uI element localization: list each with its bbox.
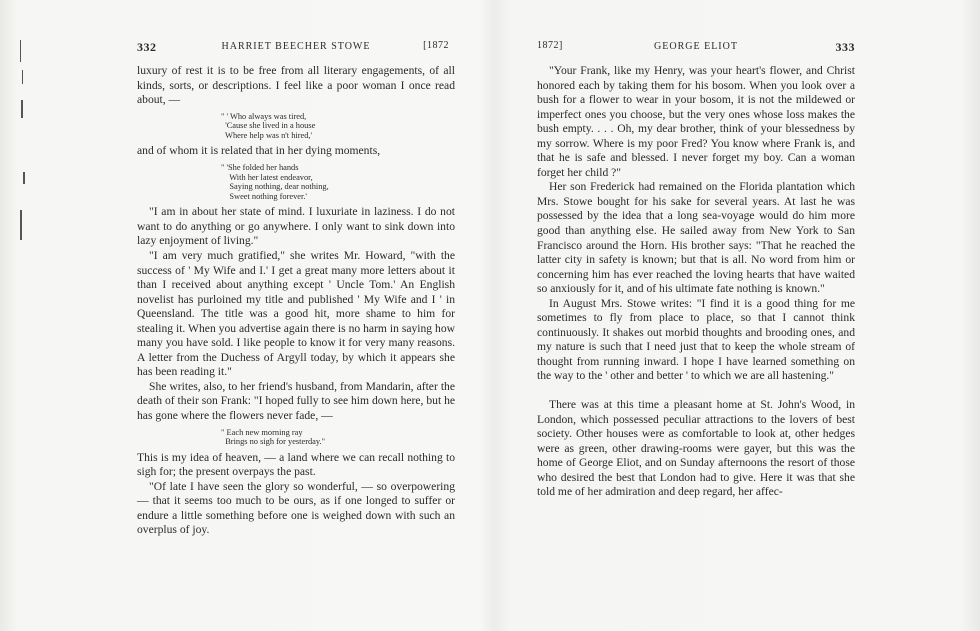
left-page <box>137 40 455 538</box>
paragraph: and of whom it is related that in her dying moments, <box>137 144 381 158</box>
right-running-title: GEORGE ELIOT <box>654 41 738 52</box>
paragraph: There was at this time a pleasant home at St. John's Wood, in London, which possessed peculiar attractions to the lovers of best society. Other houses were as comfortable to look at, other hedges were as green, other drawing-rooms were gayer, but this was the home of George Eliot, and on Sunday afternoons the resort of those who desired the best that London had to give. Here it was that she told me of her admiration and deep regard, her affec- <box>537 398 855 499</box>
paragraph: This is my idea of heaven, — a land where we can recall nothing to sigh for; the present overpays the past. <box>137 450 455 479</box>
right-page-number: 333 <box>835 40 855 54</box>
verse-quote: " Each new morning ray Brings no sigh for yesterday." <box>221 427 326 447</box>
paragraph: "I am in about her state of mind. I luxuriate in laziness. I do not want to do anything or go anywhere. I only want to sink down into lazy enjoyment of living." <box>137 205 455 248</box>
verse-quote: " 'She folded her hands With her latest endeavor, Saying nothing, dear nothing, Sweet nothing forever.' <box>221 162 329 201</box>
right-page <box>537 40 855 500</box>
verse-quote: " ' Who always was tired, 'Cause she lived in a house Where help was n't hired,' <box>221 111 316 140</box>
left-page-year: [1872 <box>423 40 449 51</box>
right-page-year: 1872] <box>537 40 563 51</box>
paragraph: In August Mrs. Stowe writes: "I find it is a good thing for me sometimes to fly from place to place, so that I cannot think continuously. It shakes out morbid thoughts and brooding ones, and my nature is such that I need just that to keep the whole stream of thought from running inward. I hope I have learned something on the way to the ' other and better ' to which we are all hastening." <box>537 296 855 383</box>
left-running-title: HARRIET BEECHER STOWE <box>221 41 371 52</box>
paragraph: She writes, also, to her friend's husband, from Mandarin, after the death of their son Frank: "I hoped fully to see him down here, but he has gone where the flowers never fade, — <box>137 379 456 422</box>
margin-marks <box>0 30 30 260</box>
paragraph: luxury of rest it is to be free from all literary engagements, of all kinds, sorts, or descriptions. I feel like a poor woman I once read about, — <box>137 64 455 107</box>
paragraph: "Of late I have seen the glory so wonderful, — so overpowering — that it seems too much to be ours, as if one longed to suffer or endure a little something before one is weighed down with such an overplus of joy. <box>137 479 455 537</box>
paragraph: "Your Frank, like my Henry, was your heart's flower, and Christ honored each by taking them for his bosom. When you look over a bush for a flower to wear in your bosom, it is not the mildewed or imperfect ones you choose, but the very ones whose loss makes the bush empty. . . . Oh, my dear brother, think of your blessedness by my sorrow. Where is my poor Fred? You know where Frank is, and that he is safe and blessed. I never forget my boy. Can a woman forget her child ?" <box>537 64 855 179</box>
left-page-number: 332 <box>137 40 157 54</box>
paragraph: "I am very much gratified," she writes Mr. Howard, "with the success of ' My Wife and I.' I get a great many more letters about it than I received about anything except ' Uncle Tom.' An English novelist has purloined my title and published ' My Wife and I ' in Queensland. The title was a good hit, more shame to him for stealing it. When you advertise again there is no harm in saying how many you have sold. I like people to know it for very many reasons. A letter from the Duchess of Argyll today, by which it appears she has been reading it." <box>137 248 455 379</box>
paragraph: Her son Frederick had remained on the Florida plantation which Mrs. Stowe bought for his sake for several years. At last he was possessed by the idea that a long sea-voyage would do him more good than anything else. He sailed away from New York to San Francisco around the Horn. His brother says: "That he reached the latter city in safety is known; but that is all. No word from him or concerning him has ever reached the loving hearts that have waited so anxiously for it, and of his ultimate fate nothing is known." <box>537 180 855 296</box>
left-page-header <box>137 40 455 56</box>
right-page-header <box>537 40 855 56</box>
